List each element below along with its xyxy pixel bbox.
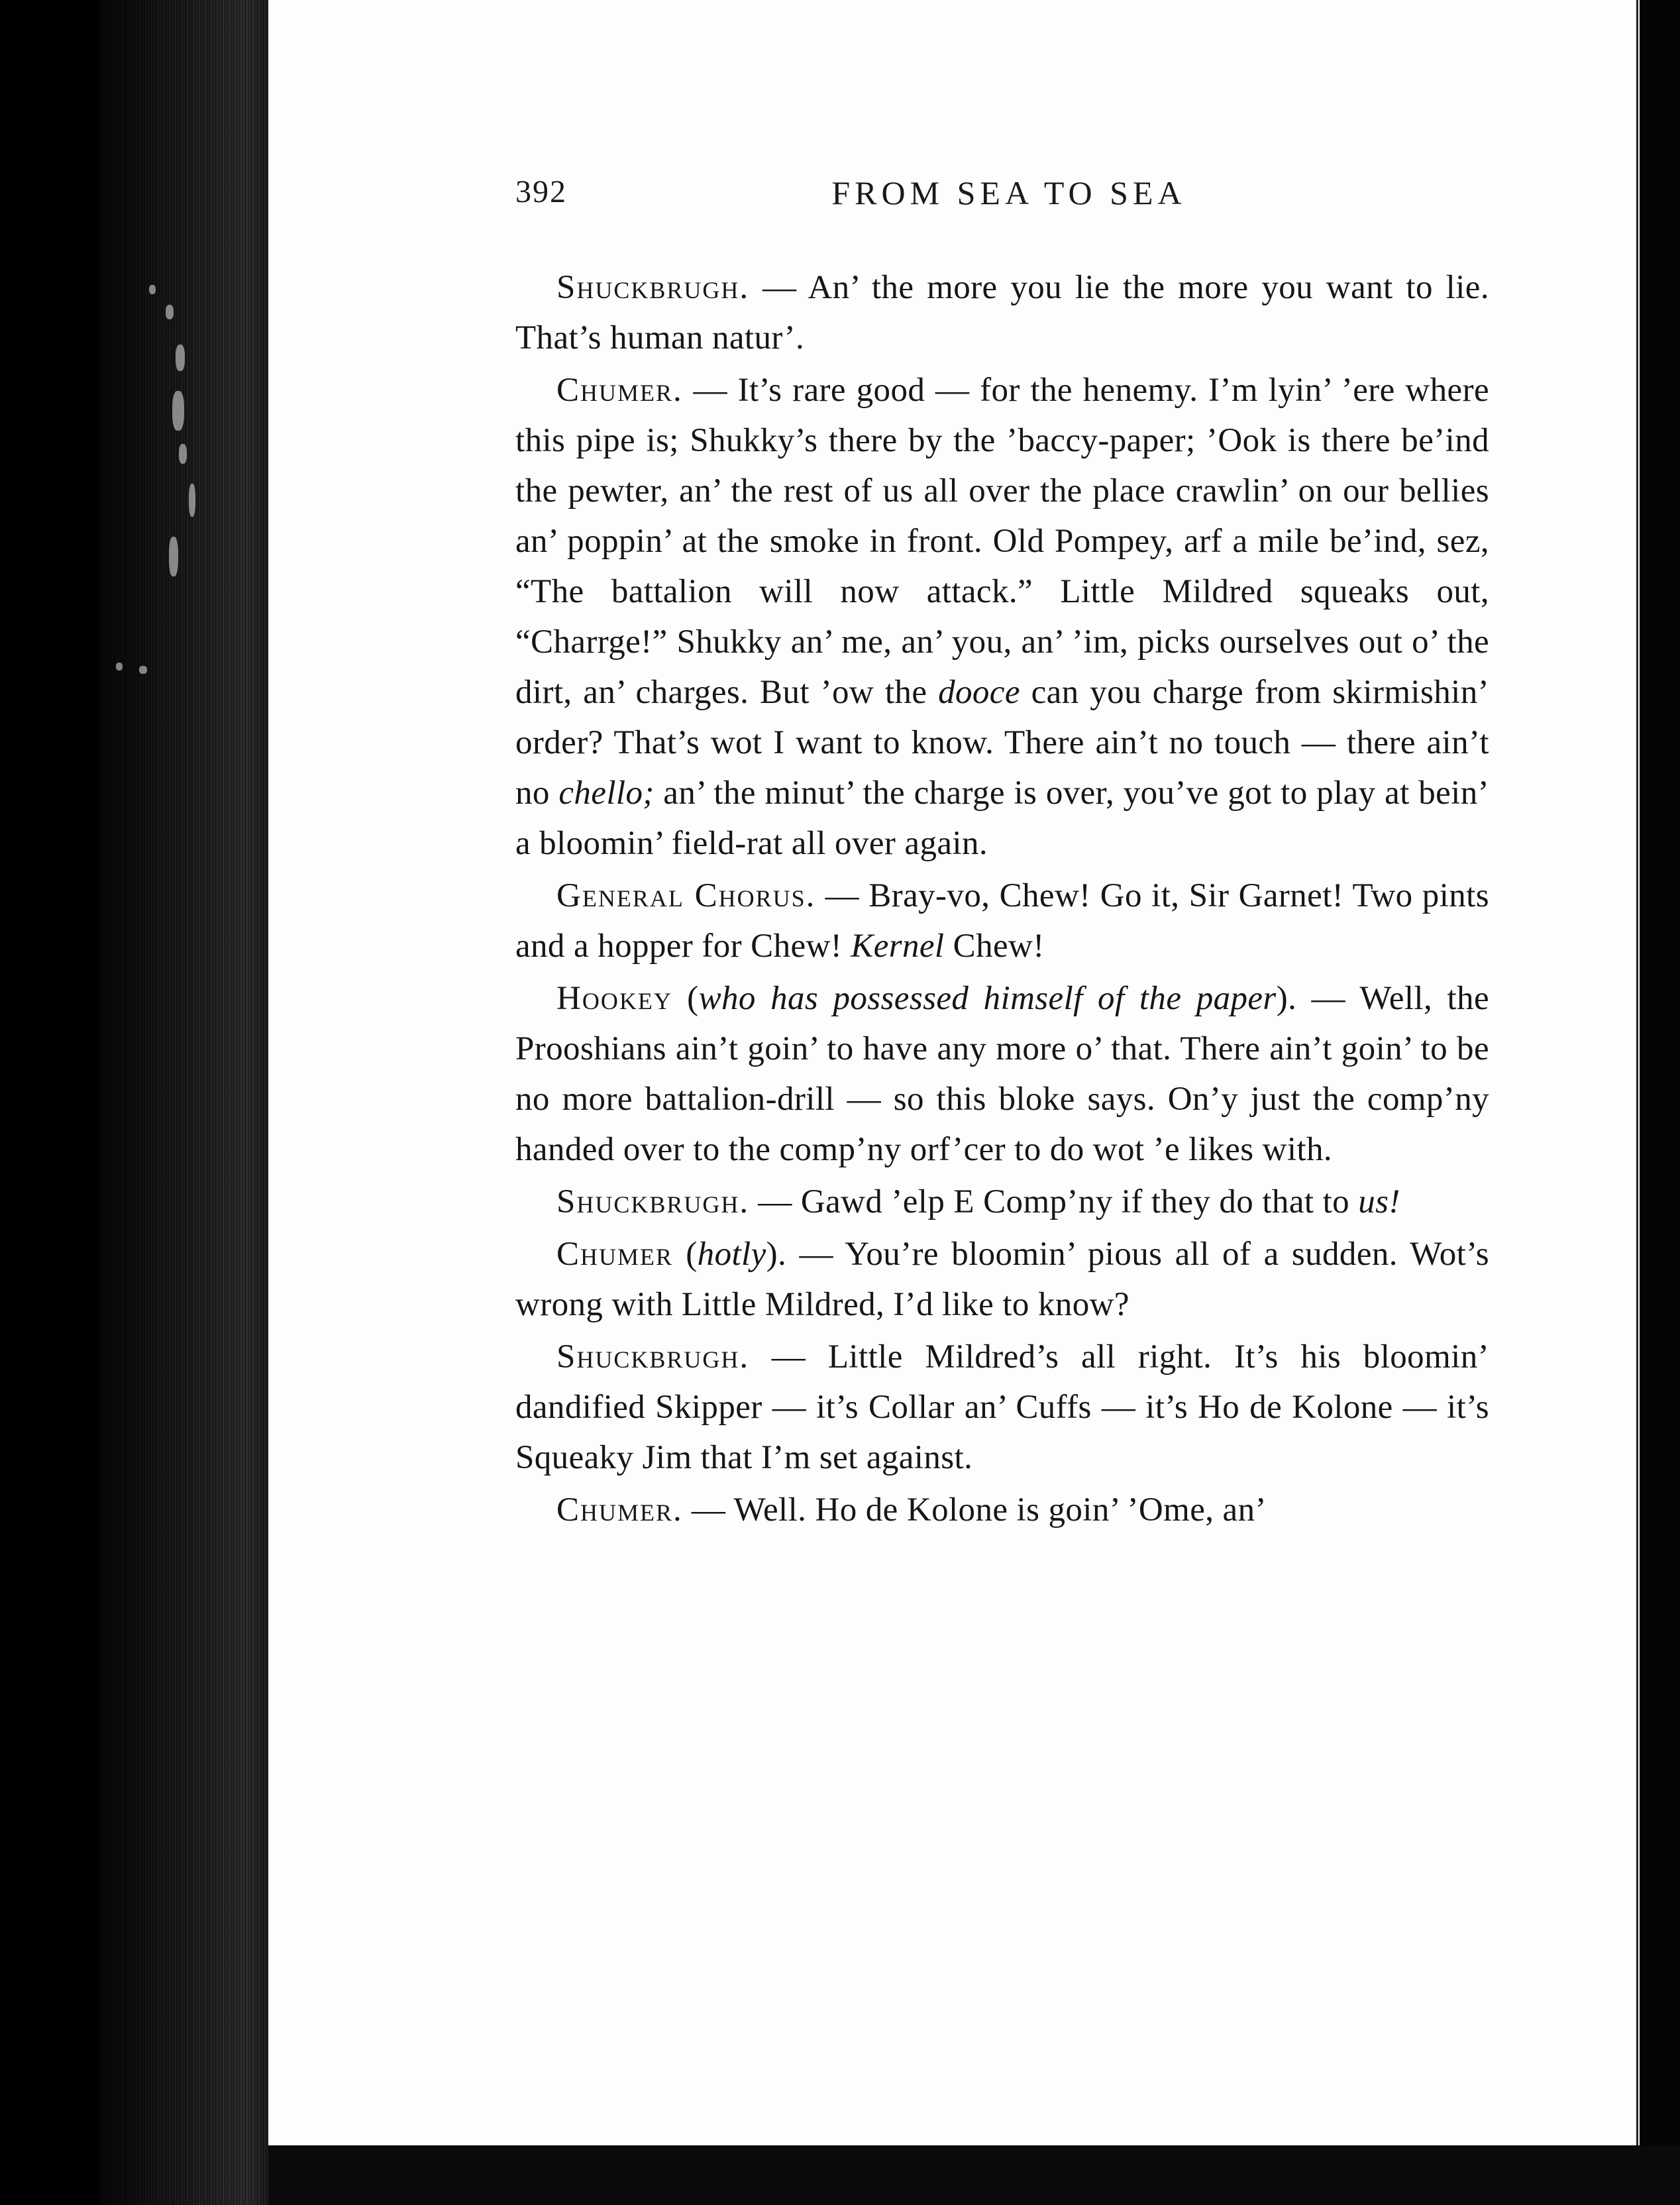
dialogue-paragraph [515,973,1489,1175]
dialogue-paragraph [515,871,1489,971]
dialogue-paragraph [515,1229,1489,1330]
text-run: ( [673,1236,698,1273]
body-text [515,262,1489,1535]
italic-text: Kernel [851,928,945,965]
running-head [515,174,1502,227]
speaker-name: General Chorus. [556,877,816,914]
dialogue-paragraph [515,1332,1489,1483]
text-run: can you charge from skirmishin’ order? That’s wot I want to know. There ain’t no touch — there ain’t no [515,674,1489,812]
italic-text: dooce [938,674,1020,711]
italic-text: who has possessed himself of the paper [698,980,1277,1017]
dialogue-paragraph [515,1177,1489,1227]
italic-text: us! [1358,1183,1400,1220]
text-run: — Well. Ho de Kolone is goin’ ’Ome, an’ [682,1491,1267,1529]
text-run: Chew! [944,928,1045,965]
binding-shadow [0,0,99,2205]
text-run: — It’s rare good — for the henemy. I’m lyin’ ’ere where this pipe is; Shukky’s there by the ’baccy-paper; ’Ook is there be’ind the pewter, an’ the rest of us all over the place crawlin’ on our bellies an’ poppin’ at the smoke in front. Old Pompey, arf a mile be’ind, sez, “The battalion will now attack.” Little Mildred squeaks out, “Charrge!” Shukky an’ me, an’ you, an’ ’im, picks ourselves out o’ the dirt, an’ charges. But ’ow the [515,372,1489,711]
dialogue-paragraph [515,262,1489,363]
italic-text: chello; [558,775,655,812]
speaker-name: Chumer. [556,372,683,409]
text-run: ( [672,980,699,1017]
dialogue-paragraph [515,1485,1489,1535]
text-run: — An’ the more you lie the more you want to lie. That’s human natur’. [515,269,1489,356]
right-border [1640,0,1680,2205]
text-run: an’ the minut’ the charge is over, you’ve got to play at bein’ a bloomin’ field-rat all over again. [515,775,1490,862]
bleed-through-marks [109,265,209,676]
page-number: 392 [515,174,567,209]
speaker-name: Shuckbrugh. [556,269,750,306]
speaker-name: Shuckbrugh. [556,1338,750,1375]
dialogue-paragraph [515,365,1489,869]
bottom-border [268,2145,1680,2205]
page-right-edge [1636,0,1638,2205]
text-run: — Gawd ’elp E Comp’ny if they do that to [749,1183,1359,1220]
speaker-name: Shuckbrugh. [556,1183,750,1220]
text-run: ). — You’re bloomin’ pious all of a sudden. Wot’s wrong with Little Mildred, I’d like to know? [515,1236,1489,1323]
speaker-name: Chumer. [556,1491,683,1529]
text-run: ). — Well, the Prooshians ain’t goin’ to have any more o’ that. There ain’t goin’ to be no more battalion-drill — so this bloke says. On’y just the comp’ny handed over to the comp’ny orf’cer to do wot ’e likes with. [515,980,1489,1168]
speaker-name: Chumer [556,1236,674,1273]
book-title: FROM SEA TO SEA [831,174,1186,211]
text-run: — Bray-vo, Chew! Go it, Sir Garnet! Two pints and a hopper for Chew! [515,877,1489,965]
text-run: — Little Mildred’s all right. It’s his bloomin’ dandified Skipper — it’s Collar an’ Cuffs — it’s Ho de Kolone — it’s Squeaky Jim that I’m set against. [515,1338,1489,1476]
speaker-name: Hookey [556,980,672,1017]
italic-text: hotly [697,1236,766,1273]
